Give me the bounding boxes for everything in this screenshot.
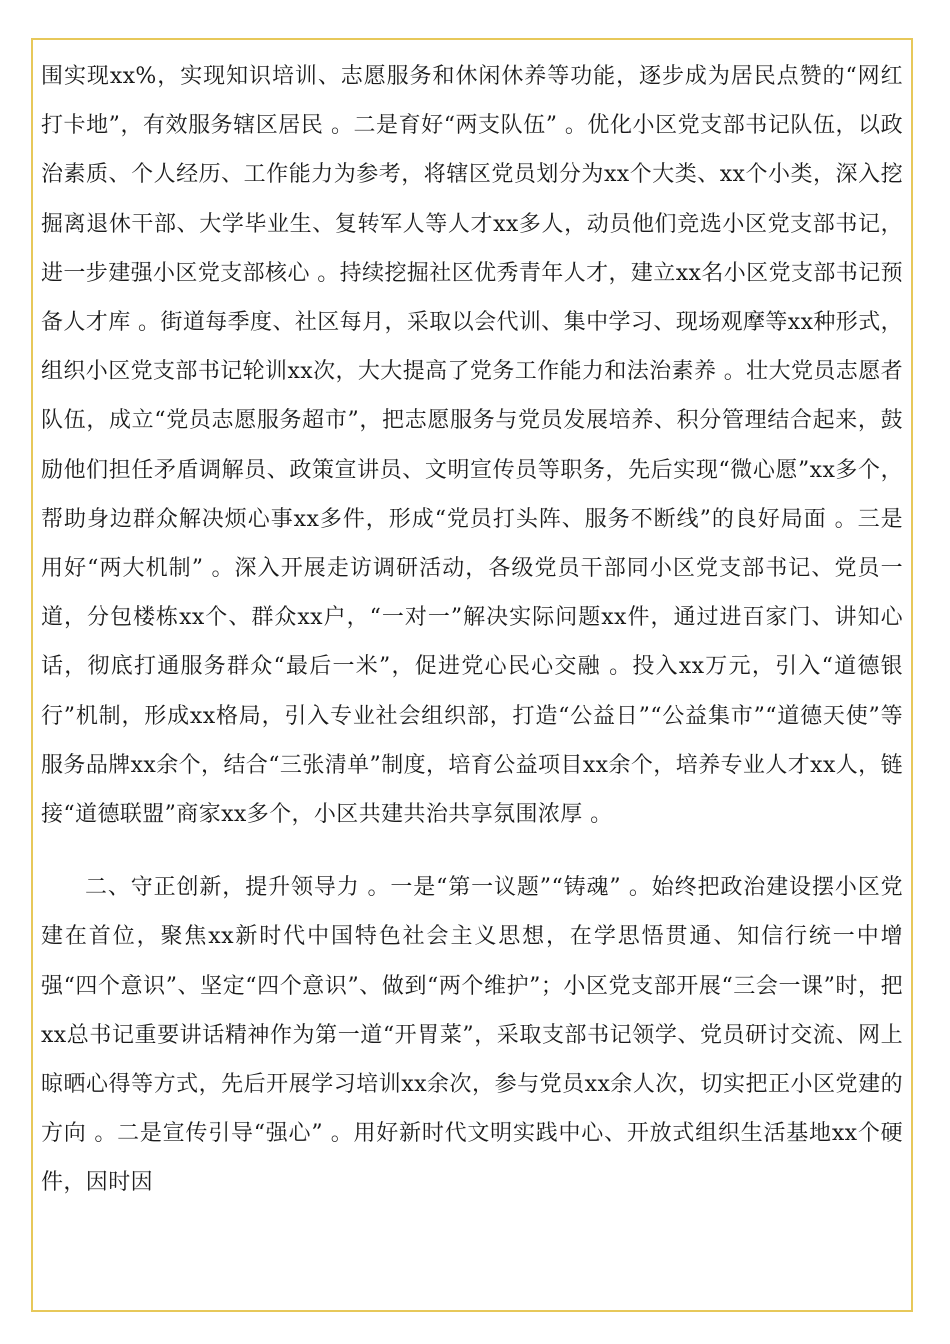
document-body — [41, 52, 903, 1208]
paragraph-section-two: 二、守正创新，提升领导力 。一是“第一议题”“铸魂” 。始终把政治建设摆小区党建在首位，聚焦xx新时代中国特色社会主义思想，在学思悟贯通、知信行统一中增强“四个意识”、坚定“四个意识”、做到“两个维护”；小区党支部开展“三会一课”时，把xx总书记重要讲话精神作为第一道“开胃菜”，采取支部书记领学、党员研讨交流、网上晾晒心得等方式，先后开展学习培训xx余次，参与党员xx余人次，切实把正小区党建的方向 。二是宣传引导“强心” 。用好新时代文明实践中心、开放式组织生活基地xx个硬件，因时因 — [41, 875, 903, 1196]
paragraph-continued: 围实现xx%，实现知识培训、志愿服务和休闲休养等功能，逐步成为居民点赞的“网红打卡地”，有效服务辖区居民 。二是育好“两支队伍” 。优化小区党支部书记队伍，以政治素质、个人经历、工作能力为参考，将辖区党员划分为xx个大类、xx个小类，深入挖掘离退休干部、大学毕业生、复转军人等人才xx多人，动员他们竞选小区党支部书记，进一步建强小区党支部核心 。持续挖掘社区优秀青年人才，建立xx名小区党支部书记预备人才库 。街道每季度、社区每月，采取以会代训、集中学习、现场观摩等xx种形式，组织小区党支部书记轮训xx次，大大提高了党务工作能力和法治素养 。壮大党员志愿者队伍，成立“党员志愿服务超市”，把志愿服务与党员发展培养、积分管理结合起来，鼓励他们担任矛盾调解员、政策宣讲员、文明宣传员等职务，先后实现“微心愿”xx多个，帮助身边群众解决烦心事xx多件，形成“党员打头阵、服务不断线”的良好局面 。三是用好“两大机制” 。深入开展走访调研活动，各级党员干部同小区党支部书记、党员一道，分包楼栋xx个、群众xx户，“一对一”解决实际问题xx件，通过进百家门、讲知心话，彻底打通服务群众“最后一米”，促进党心民心交融 。投入xx万元，引入“道德银行”机制，形成xx格局，引入专业社会组织部，打造“公益日”“公益集市”“道德天使”等服务品牌xx余个，结合“三张清单”制度，培育公益项目xx余个，培养专业人才xx人，链接“道德联盟”商家xx多个，小区共建共治共享氛围浓厚 。 — [41, 64, 903, 828]
page-frame — [31, 38, 913, 1312]
